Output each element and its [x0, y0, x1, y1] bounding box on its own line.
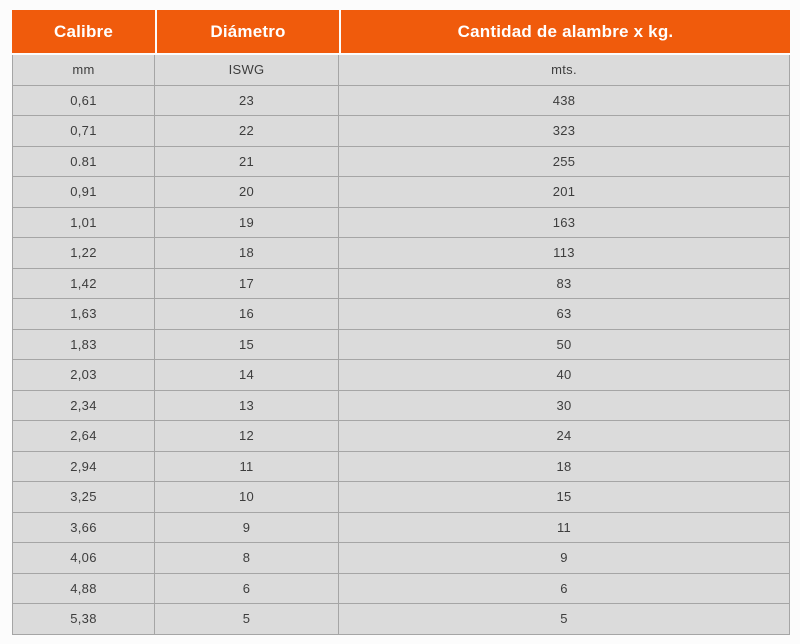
cell-calibre-mm: 4,06: [12, 543, 155, 574]
cell-calibre-mm: 3,66: [12, 513, 155, 544]
table-row: [12, 269, 790, 300]
cell-diametro-iswg: 18: [155, 238, 339, 269]
table-row: [12, 147, 790, 178]
table-row: [12, 421, 790, 452]
cell-cantidad-mts: 18: [339, 452, 790, 483]
cell-diametro-iswg: 17: [155, 269, 339, 300]
column-header-calibre: Calibre: [12, 10, 155, 55]
cell-calibre-mm: 0,61: [12, 86, 155, 117]
table-row: [12, 452, 790, 483]
cell-diametro-iswg: 9: [155, 513, 339, 544]
cell-cantidad-mts: 255: [339, 147, 790, 178]
cell-cantidad-mts: 83: [339, 269, 790, 300]
cell-cantidad-mts: 113: [339, 238, 790, 269]
table-row: [12, 604, 790, 635]
cell-cantidad-mts: 15: [339, 482, 790, 513]
cell-cantidad-mts: 438: [339, 86, 790, 117]
cell-calibre-mm: 1,01: [12, 208, 155, 239]
table-row: [12, 513, 790, 544]
cell-cantidad-mts: 5: [339, 604, 790, 635]
cell-calibre-mm: 5,38: [12, 604, 155, 635]
cell-diametro-iswg: 16: [155, 299, 339, 330]
cell-diametro-iswg: 20: [155, 177, 339, 208]
cell-cantidad-mts: 30: [339, 391, 790, 422]
cell-diametro-iswg: 5: [155, 604, 339, 635]
table-row: [12, 238, 790, 269]
cell-calibre-mm: 0,71: [12, 116, 155, 147]
cell-calibre-mm: 2,03: [12, 360, 155, 391]
cell-calibre-mm: 1,42: [12, 269, 155, 300]
cell-diametro-iswg: 15: [155, 330, 339, 361]
cell-cantidad-mts: 24: [339, 421, 790, 452]
cell-diametro-iswg: 11: [155, 452, 339, 483]
cell-diametro-iswg: 12: [155, 421, 339, 452]
cell-cantidad-mts: 323: [339, 116, 790, 147]
table-row: [12, 391, 790, 422]
cell-diametro-iswg: 14: [155, 360, 339, 391]
cell-calibre-mm: 0,91: [12, 177, 155, 208]
column-header-cantidad: Cantidad de alambre x kg.: [339, 10, 790, 55]
column-header-diametro: Diámetro: [155, 10, 339, 55]
cell-cantidad-mts: 63: [339, 299, 790, 330]
cell-diametro-iswg: 23: [155, 86, 339, 117]
cell-cantidad-mts: 50: [339, 330, 790, 361]
table-row: [12, 116, 790, 147]
table-row: [12, 360, 790, 391]
cell-cantidad-mts: 6: [339, 574, 790, 605]
cell-calibre-mm: 2,34: [12, 391, 155, 422]
table-row: [12, 482, 790, 513]
unit-cell-mts: mts.: [339, 55, 790, 86]
cell-calibre-mm: 3,25: [12, 482, 155, 513]
cell-diametro-iswg: 13: [155, 391, 339, 422]
cell-cantidad-mts: 11: [339, 513, 790, 544]
wire-gauge-table: [12, 10, 790, 635]
cell-cantidad-mts: 201: [339, 177, 790, 208]
table-row: [12, 177, 790, 208]
table-row: [12, 208, 790, 239]
unit-cell-iswg: ISWG: [155, 55, 339, 86]
cell-diametro-iswg: 6: [155, 574, 339, 605]
unit-cell-mm: mm: [12, 55, 155, 86]
cell-calibre-mm: 1,83: [12, 330, 155, 361]
cell-cantidad-mts: 163: [339, 208, 790, 239]
cell-diametro-iswg: 10: [155, 482, 339, 513]
table-row: [12, 299, 790, 330]
table-body: [12, 55, 790, 635]
cell-cantidad-mts: 9: [339, 543, 790, 574]
table-row: [12, 574, 790, 605]
cell-cantidad-mts: 40: [339, 360, 790, 391]
cell-calibre-mm: 2,94: [12, 452, 155, 483]
table-header-row: [12, 10, 790, 55]
table-row: [12, 543, 790, 574]
cell-calibre-mm: 0.81: [12, 147, 155, 178]
cell-diametro-iswg: 22: [155, 116, 339, 147]
table-row: [12, 86, 790, 117]
units-row: [12, 55, 790, 86]
cell-diametro-iswg: 19: [155, 208, 339, 239]
cell-diametro-iswg: 21: [155, 147, 339, 178]
cell-calibre-mm: 1,63: [12, 299, 155, 330]
table-row: [12, 330, 790, 361]
cell-calibre-mm: 4,88: [12, 574, 155, 605]
cell-calibre-mm: 1,22: [12, 238, 155, 269]
cell-diametro-iswg: 8: [155, 543, 339, 574]
cell-calibre-mm: 2,64: [12, 421, 155, 452]
